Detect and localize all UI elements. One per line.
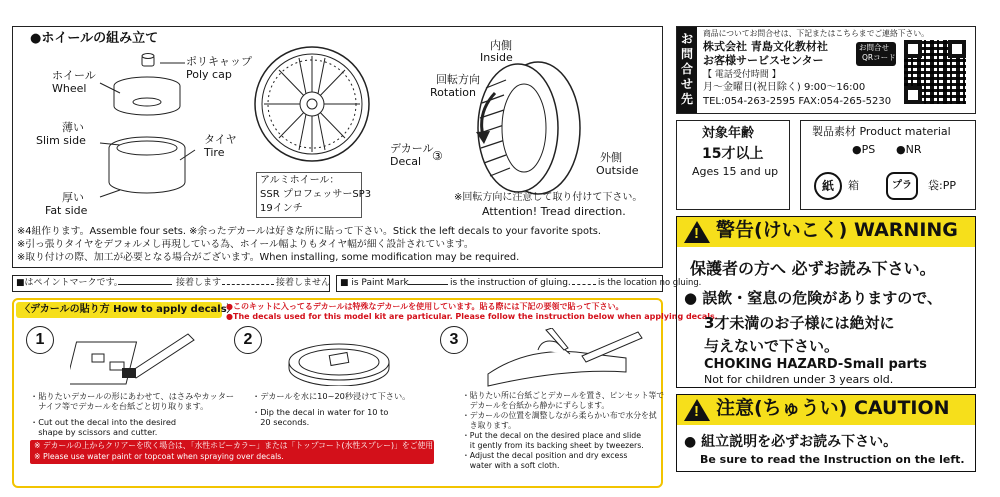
- caution-line-1: ● 組立説明を必ずお読み下さい。: [684, 434, 898, 450]
- polycap-label-jp: ポリキャップ: [186, 55, 252, 68]
- outside-label-jp: 外側: [600, 151, 622, 164]
- warning-line-4: 与えないで下さい。: [704, 337, 840, 355]
- caution-en-1: Be sure to read the Instruction on the left.: [700, 453, 965, 466]
- rotation-label-en: Rotation: [430, 86, 477, 99]
- contact-hours: 月～金曜日(祝日除く) 9:00～16:00: [703, 82, 866, 93]
- qr-label-2: QRコード: [862, 53, 896, 62]
- caution-title: 注意(ちゅうい) CAUTION: [716, 397, 950, 419]
- step-1-text-jp-2: ナイフ等でデカールを台紙ごと切り取ります。: [30, 401, 209, 411]
- caution-triangle-icon: !: [684, 399, 710, 421]
- step-3-text-jp-1: ・貼りたい所に台紙ごとデカールを置き、ピンセット等で: [462, 391, 665, 400]
- slim-label-en: Slim side: [36, 134, 86, 147]
- warning-title: 警告(けいこく) WARNING: [716, 219, 958, 241]
- warning-line-1: 保護者の方へ 必ずお読み下さい。: [690, 259, 936, 278]
- decal-number: ③: [432, 149, 443, 163]
- warning-triangle-icon: !: [684, 221, 710, 243]
- step-2-text-en-1: ・Dip the decal in water for 10 to: [252, 407, 389, 417]
- outside-label-en: Outside: [596, 164, 639, 177]
- assembly-title: ●ホイールの組み立て: [30, 31, 159, 46]
- step-1-number: 1: [26, 326, 54, 354]
- step-3-text-en-4: water with a soft cloth.: [462, 461, 560, 470]
- slim-label-jp: 薄い: [62, 121, 84, 134]
- paper-recycle-icon: 紙: [814, 172, 842, 200]
- legend-paint-jp: ■はペイントマークです。: [16, 278, 123, 288]
- noglue-arrow-icon: [222, 284, 274, 285]
- tread-note-en: Attention! Tread direction.: [482, 205, 626, 218]
- wheel-face-illustration: [252, 44, 372, 164]
- plastic-recycle-icon: プラ: [886, 172, 918, 200]
- legend-noglue-en: is the location no gluing.: [598, 277, 702, 287]
- wheel-spec-line-3: 19インチ: [260, 203, 303, 214]
- decal-warning-jp: ●このキットに入ってるデカールは特殊なデカールを使用しています。貼る際には下記の要領で貼って下さい。: [226, 302, 624, 311]
- fat-label-jp: 厚い: [62, 191, 84, 204]
- legend-glue-en: is the instruction of gluing.: [450, 278, 571, 288]
- material-bag-label: 袋:PP: [928, 179, 956, 192]
- step-2-illustration: [284, 334, 394, 386]
- step-1-text-jp-1: ・貼りたいデカールの形にあわせて、はさみやカッター: [30, 391, 235, 401]
- qr-finder-tr: [948, 40, 966, 58]
- legend-paint-en: ■ is Paint Mark: [340, 278, 409, 288]
- legend-glue-jp: 接着します: [176, 278, 222, 288]
- age-title: 対象年齢: [702, 126, 755, 141]
- qr-finder-tl: [904, 40, 922, 58]
- inside-label-jp: 内側: [490, 39, 512, 52]
- step-3-number: 3: [440, 326, 468, 354]
- step-2-text-en-2: 20 seconds.: [252, 417, 310, 427]
- decal-title: 〈デカールの貼り方 How to apply decals〉: [20, 304, 237, 315]
- step-3-illustration: [486, 328, 646, 388]
- contact-hours-title: 【 電話受付時間 】: [703, 70, 781, 80]
- qr-label-1: お問合せ: [859, 43, 889, 52]
- material-box-label: 箱: [848, 179, 859, 192]
- qr-finder-bl: [904, 86, 922, 104]
- step-3-text-en-1: ・Put the decal on the desired place and slide: [462, 431, 642, 440]
- step-1-illustration: [70, 328, 200, 388]
- glue-arrow-icon: [118, 284, 172, 285]
- noglue-arrow-en-icon: [572, 284, 596, 285]
- decal-label-jp: デカール: [390, 142, 434, 155]
- legend-noglue-jp: 接着しません: [276, 278, 331, 288]
- material-ps: ●PS: [852, 143, 876, 156]
- step-3-text-jp-2: デカールを台紙から静かにずらします。: [462, 401, 610, 410]
- rotation-label-jp: 回転方向: [436, 73, 480, 86]
- decal-warning-en: ●The decals used for this model kit are particular. Please follow the instruction below when applying decals.: [226, 312, 718, 321]
- tread-note-jp: ※回転方向に注意して取り付けて下さい。: [454, 192, 643, 203]
- warning-en-2: Not for children under 3 years old.: [704, 373, 894, 386]
- step-1-text-en-1: ・Cut out the decal into the desired: [30, 417, 177, 427]
- contact-company: 株式会社 青島文化教材社: [703, 40, 828, 53]
- contact-vertical-label: お問合せ先: [681, 32, 694, 106]
- assembly-note-1: ※4組作ります。Assemble four sets. ※余ったデカールは好きな所に貼って下さい。Stick the left decals to your favorite spots.: [17, 226, 602, 237]
- decal-label-en: Decal: [390, 155, 422, 168]
- tire-label-jp: タイヤ: [204, 133, 237, 146]
- wheel-label-jp: ホイール: [52, 69, 96, 82]
- material-title: 製品素材 Product material: [812, 125, 951, 138]
- step-1-text-en-2: shape by scissors and cutter.: [30, 427, 158, 437]
- warning-line-2: ● 誤飲・窒息の危険がありますので、: [684, 289, 943, 307]
- contact-tel: TEL:054-263-2595 FAX:054-265-5230: [703, 96, 892, 107]
- material-nr: ●NR: [896, 143, 922, 156]
- warning-en-1: CHOKING HAZARD-Small parts: [704, 357, 927, 372]
- step-3-text-jp-3: ・デカールの位置を調整しながら柔らかい布で水分を拭: [462, 411, 657, 420]
- inside-label-en: Inside: [480, 51, 513, 64]
- wheel-label-en: Wheel: [52, 82, 87, 95]
- contact-intro: 商品についてお問合せは、下記またはこちらまでご連絡下さい。: [703, 29, 929, 38]
- tire-label-en: Tire: [204, 146, 225, 159]
- age-value-jp: 15才以上: [702, 146, 764, 162]
- wheel-spec-line-2: SSR プロフェッサーSP3: [260, 189, 372, 200]
- assembly-note-2: ※引っ張りタイヤをデフォルメし再現している為、ホイール幅よりもタイヤ幅が細く設計されています。: [17, 239, 474, 250]
- wheel-spec-line-1: アルミホイール：: [260, 175, 340, 186]
- contact-center: お客様サービスセンター: [703, 54, 824, 67]
- glue-arrow-en-icon: [408, 284, 448, 285]
- step-2-text-jp: ・デカールを水に10~20秒浸けて下さい。: [252, 391, 411, 401]
- fat-label-en: Fat side: [45, 204, 88, 217]
- step-3-text-jp-4: き取ります。: [462, 421, 516, 430]
- step-2-number: 2: [234, 326, 262, 354]
- polycap-label-en: Poly cap: [186, 68, 232, 81]
- step-3-text-en-3: ・Adjust the decal position and dry excess: [462, 451, 628, 460]
- decal-red-note-jp: ※ デカールの上からクリアーを吹く場合は、「水性ホビーカラー」または「トップコート(水性スプレー)」をご使用下さい。: [34, 441, 465, 450]
- step-3-text-en-2: it gently from its backing sheet by tweezers.: [462, 441, 644, 450]
- decal-red-note-en: ※ Please use water paint or topcoat when spraying over decals.: [34, 452, 284, 461]
- warning-line-3: 3才未満のお子様には絶対に: [704, 314, 895, 332]
- assembly-note-3: ※取り付けの際、加工が必要となる場合がございます。When installing, some modification may be required.: [17, 252, 520, 263]
- age-value-en: Ages 15 and up: [692, 165, 779, 178]
